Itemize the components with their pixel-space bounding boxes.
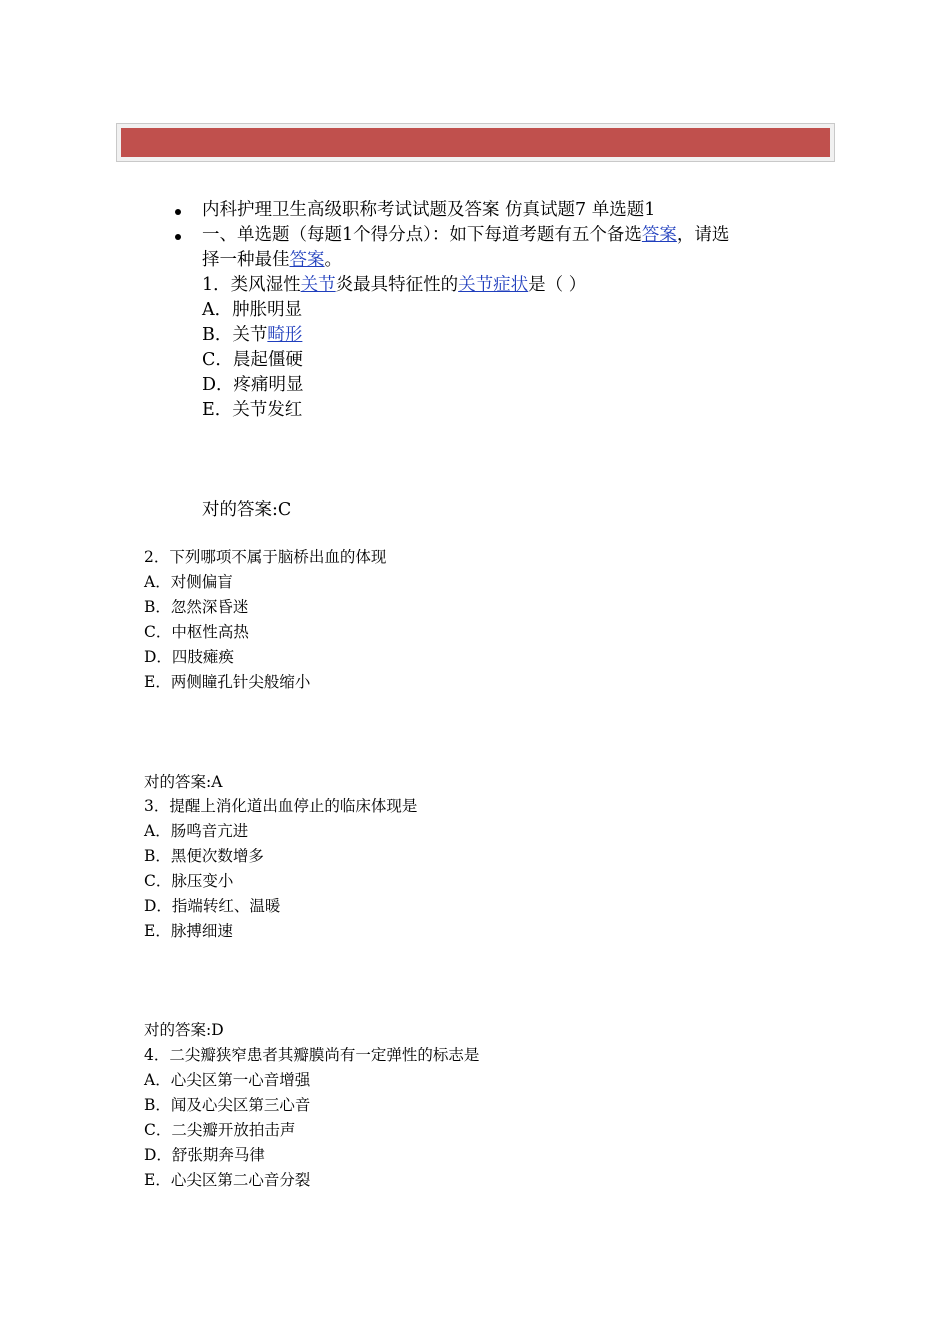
q4-option-d: D．舒张期奔马律 [144,1146,265,1164]
q1-answer: 对的答案:C [202,500,292,520]
q1-option-d: D．疼痛明显 [202,375,304,395]
header-banner-fill [121,128,830,157]
answer-link[interactable]: 答案 [289,250,325,270]
q3-stem: 3．提醒上消化道出血停止的临床体现是 [144,797,418,815]
intro-line-1 [202,223,729,248]
joint-symptom-link[interactable]: 关节症状 [458,275,529,295]
q1-option-e: E．关节发红 [202,400,303,420]
q2-answer: 对的答案:A [144,773,223,791]
joint-link[interactable]: 关节 [300,275,336,295]
q2-stem: 2．下列哪项不属于脑桥出血的体现 [144,548,387,566]
q2-option-d: D．四肢瘫痪 [144,648,234,666]
q1-stem [202,273,586,298]
q3-option-c: C．脉压变小 [144,872,234,890]
q2-option-e: E．两侧瞳孔针尖般缩小 [144,673,311,691]
q1-stem-text: 炎最具特征性的 [335,275,459,295]
q1-option-c: C．晨起僵硬 [202,350,303,370]
q4-option-a: A．心尖区第一心音增强 [144,1071,311,1089]
q2-option-c: C．中枢性高热 [144,623,249,641]
header-banner [116,123,835,162]
q3-option-e: E．脉搏细速 [144,922,233,940]
q4-option-c: C．二尖瓣开放拍击声 [144,1121,296,1139]
q3-option-d: D．指端转红、温暖 [144,897,281,915]
q3-option-a: A．肠鸣音亢进 [144,822,249,840]
q4-option-e: E．心尖区第二心音分裂 [144,1171,311,1189]
bullet-dot [175,234,181,240]
q1-option-text: B．关节 [202,325,268,345]
intro-text: 择一种最佳 [202,250,290,270]
intro-text: 一、单选题（每题1个得分点）：如下每道考题有五个备选 [202,225,642,245]
answer-link[interactable]: 答案 [641,225,677,245]
intro-line-2 [202,248,342,273]
q4-stem: 4．二尖瓣狭窄患者其瓣膜尚有一定弹性的标志是 [144,1046,480,1064]
q3-option-b: B．黑便次数增多 [144,847,264,865]
q2-option-b: B．忽然深昏迷 [144,598,249,616]
q1-option-b [202,323,302,348]
q1-stem-text: 是（ ） [528,275,587,295]
doc-title: 内科护理卫生高级职称考试试题及答案 仿真试题7 单选题1 [202,200,656,220]
intro-text: 。 [324,250,342,270]
q4-option-b: B．闻及心尖区第三心音 [144,1096,311,1114]
q2-option-a: A．对侧偏盲 [144,573,233,591]
deformity-link[interactable]: 畸形 [267,325,303,345]
bullet-dot [175,209,181,215]
q1-option-a: A．肿胀明显 [202,300,303,320]
q1-stem-text: 1．类风湿性 [202,275,301,295]
q3-answer: 对的答案:D [144,1021,224,1039]
intro-text: ，请选 [676,225,730,245]
